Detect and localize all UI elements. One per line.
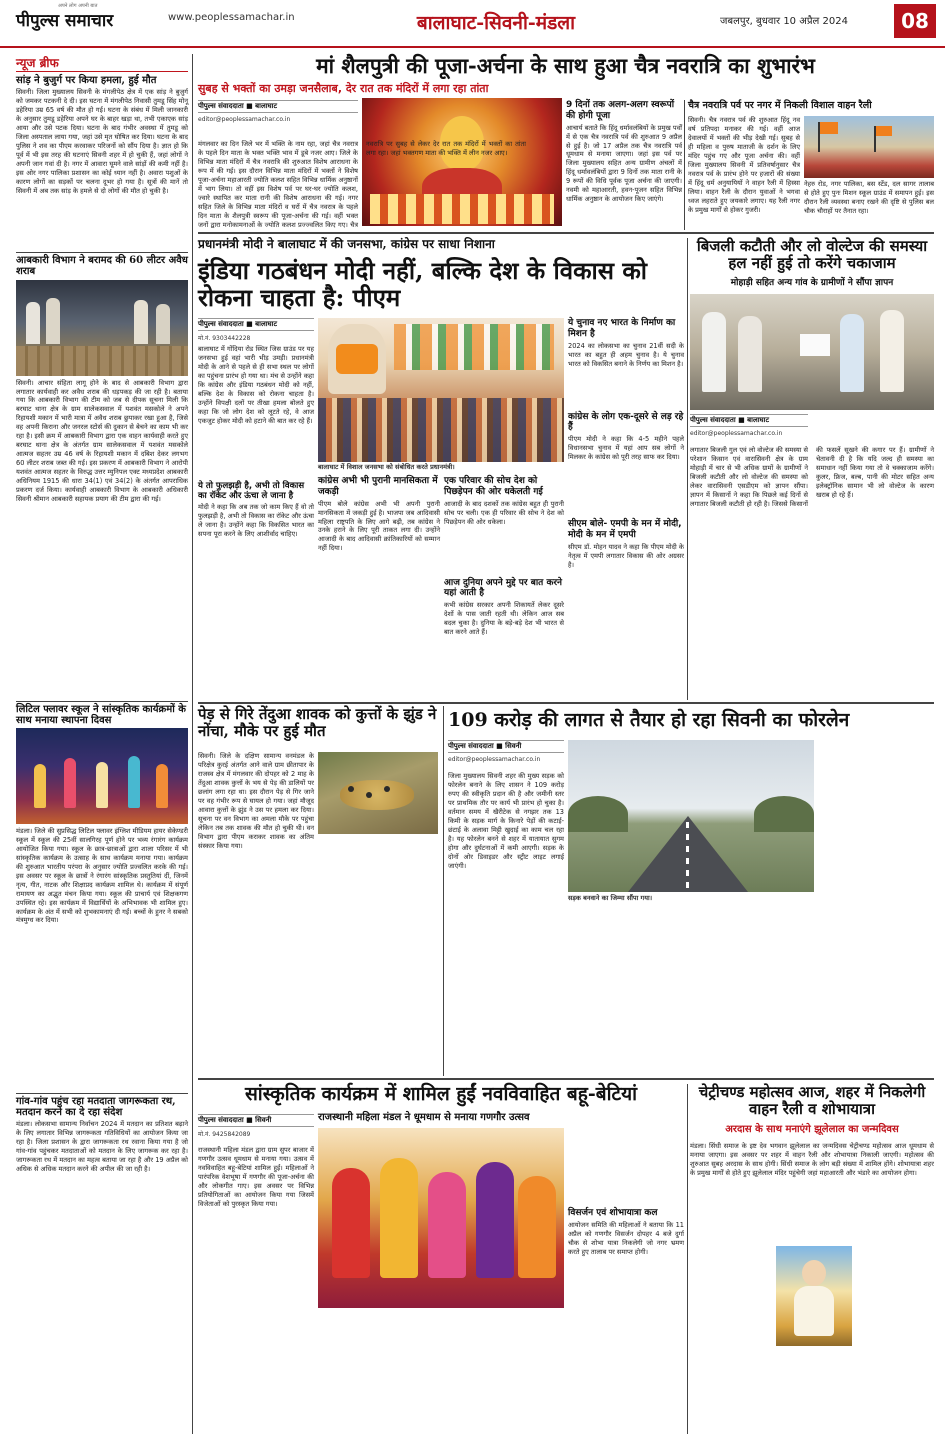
fourlane-photo-caption: सड़क बनवाने का जिम्मा सौंपा गया। (568, 894, 653, 902)
bijli-kicker: मोहाड़ी सहित अन्य गांव के ग्रामीणों ने सौंपा ज्ञापन (730, 278, 894, 288)
column-divider (443, 706, 444, 1076)
brand-logo: पीपुल्स समाचार (16, 11, 114, 31)
gangaur-kicker: राजस्थानी महिला मंडल ने धूमधाम से मनाया गणगौर उत्सव (318, 1112, 530, 1123)
modi-sub-5: ये चुनाव नए भारत के निर्माण का मिशन है (568, 318, 676, 339)
bijli-memorandum-photo (690, 294, 934, 410)
masthead (0, 0, 945, 48)
school-event-photo (16, 728, 188, 824)
site-url[interactable]: www.peoplessamachar.in (168, 12, 295, 23)
chetichand-kicker: अरदास के साथ मनाएंगे झूलेलाल का जन्मदिवस (725, 1124, 899, 1135)
modi-rally-photo (318, 318, 564, 462)
chetichand-body: मंडला। सिंधी समाज के इष्ट देव भगवान झूलेलाल का जन्मदिवस चेट्रीचण्ड महोत्सव आज धूमधाम से मनाया जाएगा। इस अवसर पर शहर में वाहन रैली और शोभायात्रा निकाली जाएगी। महोत्सव की शुरुआत सुबह अरदास के साथ होगी। सिंधी समाज के लोग बड़ी संख्या में शामिल होंगे। शोभायात्रा शहर के प्रमुख मार्गों से होते हुए झूलेलाल मंदिर पहुंचेगी जहां महाआरती और भंडारे का आयोजन होगा। (690, 1142, 934, 1177)
bijli-body: लगातार बिजली गुल एवं लो वोल्टेज की समस्या से परेशान किसान एवं वारासिवनी क्षेत्र के ग्राम मोहाड़ी में चार से भी अधिक ग्रामों के ग्रामीणों ने बिजली कटौती और लो वोल्टेज की समस्या को लेकर वारासिवनी एसडीएम को ज्ञापन सौंपा। ज्ञापन में किसानों ने कहा कि पिछले कई दिनों से लगातार बिजली कटौती हो रही है। जिससे किसानों की फसलें सूखने की कगार पर हैं। ग्रामीणों ने चेतावनी दी है कि यदि जल्द ही समस्या का समाधान नहीं किया गया तो वे चक्काजाम करेंगे। कुलर, फ्रिज, बल्ब, पानी की मोटर सहित अन्य इलेक्ट्रॉनिक सामान भी लो वोल्टेज के कारण खराब हो रहे हैं। (690, 446, 934, 508)
fourlane-headline: 109 करोड़ की लागत से तैयार हो रहा सिवनी का फोरलेन (448, 709, 850, 731)
fourlane-email[interactable]: editor@peoplessamachar.co.in (448, 756, 541, 763)
gangaur-byline: पीपुल्स संवाददाता ■ सिवनी (198, 1114, 314, 1127)
modi-body-3: पीएम बोले कांग्रेस अभी भी अपनी पुरानी मानसिकता में जकड़ी हुई है। भाजपा जब आदिवासी महिला राष्ट्रपति के लिए आगे बढ़ी, तब कांग्रेस ने उनके हराने के लिए पूरी ताकत लगा दी। उन्होंने आजादी के बाद आदिवासी क्रांतिकारियों को सम्मान नहीं दिया। (318, 499, 440, 553)
gangaur-body-2: आयोजन समिति की महिलाओं ने बताया कि 11 अप्रैल को गणगौर विसर्जन दोपहर 4 बजे दुर्गा चौक से शोभा यात्रा निकलेगी जो नगर भ्रमण करते हुए तालाब पर समाप्त होगी। (568, 1220, 684, 1256)
gangaur-mobile: मो.नं. 9425842089 (198, 1131, 251, 1138)
fourlane-body-continued (818, 740, 934, 1074)
rally-photo (804, 116, 934, 178)
brand-tagline: अपने लोग अपनी बात (58, 3, 98, 9)
modi-byline: पीपुल्स संवाददाता ■ बालाघाट (198, 318, 314, 331)
column-divider (687, 1084, 688, 1434)
modi-body-2: मोदी ने कहा कि अब तक जो काम किए हैं वो तो फुलझड़ी है, अभी तो विकास का रॉकेट और ऊंचा ले जाना है। उन्होंने कहा कि विकसित भारत का सपना पूरा करने के लिए आशीर्वाद चाहिए। (198, 503, 314, 539)
navratri-byline-block (198, 100, 358, 126)
fourlane-byline: पीपुल्स संवाददाता ■ सिवनी (448, 740, 564, 753)
navratri-kicker: सुबह से भक्तों का उमड़ा जनसैलाब, देर रात तक मंदिरों में लगा रहा तांता (198, 82, 489, 95)
brief-3-title: लिटिल फ्लावर स्कूल ने सांस्कृतिक कार्यक्रमों के साथ मनाया स्थापना दिवस (16, 701, 188, 726)
bijli-byline: पीपुल्स संवाददाता ■ बालाघाट (690, 414, 808, 427)
rally-body: सिवनी। चैत्र नवरात्र पर्व की शुरुआत हिंदू नव वर्ष प्रतिपदा मनाकर की गई। वहीं आज देवालयों में भक्तों की भीड़ देखी गई। सुबह से ही महिला व पुरुष माताजी के दर्शन के लिए मंदिर पहुंच गए और पूजा अर्चना की। वहीं जिला मुख्यालय सिवनी में प्रतिवर्षानुसार चैत्र नवरात्र पर्व के प्रारंभ होने पर हजारों की संख्या में हिंदू धर्म अनुयायियों ने वाहन रैली में हिस्सा लिया। वाहन रैली के दौरान युवाओं ने भगवा ध्वज लहराते हुए जयकारे लगाए। यह रैली नगर के प्रमुख मार्गों से होकर गुजरी। (688, 116, 800, 214)
brief-4-body: मंडला। लोकसभा सामान्य निर्वाचन 2024 में मतदान का प्रतिशत बढ़ाने के लिए लगातार विभिन्न जागरूकता गतिविधियों का आयोजन किया जा रहा है। जिला प्रशासन के द्वारा जागरूकता रथ रवाना किया गया है जो गांव-गांव पहुंचकर मतदाताओं को मतदान के लिए जागरूक कर रहा है। जागरूकता रथ में मतदान का महत्व बताया जा रहा है और 19 अप्रैल को अधिक से अधिक मतदान करने की अपील की जा रही है। (16, 1120, 188, 1174)
modi-kicker: प्रधानमंत्री मोदी ने बालाघाट में की जनसभा, कांग्रेस पर साधा निशाना (198, 237, 495, 251)
gangaur-col4 (568, 1128, 684, 1434)
excise-photo (16, 280, 188, 376)
column-divider (684, 100, 685, 230)
issue-date: जबलपुर, बुधवार 10 अप्रैल 2024 (720, 16, 848, 27)
leopard-headline: पेड़ से गिरे तेंदुआ शावक को कुत्तों के झुंड ने नोंचा, मौके पर हुई मौत (198, 705, 437, 740)
modi-sub-4: आज दुनिया अपने मुद्दे पर बात करने यहां आती है (444, 577, 563, 599)
section-divider (198, 1078, 934, 1080)
gangaur-headline: सांस्कृतिक कार्यक्रम में शामिल हुईं नवविवाहित बहू-बेटियां (244, 1083, 638, 1105)
modi-sub-7: सीएम बोले- एमपी के मन में मोदी, मोदी के मन में एमपी (568, 519, 682, 540)
rally-block (688, 100, 934, 228)
modi-col1 (198, 318, 314, 698)
bijli-headline: बिजली कटौती और लो वोल्टेज की समस्या हल नहीं हुई तो करेंगे चकाजाम (696, 237, 928, 272)
leopard-body: सिवनी। जिले के दक्षिण सामान्य वनमंडल के परिक्षेत्र कुरई अंतर्गत आने वाले ग्राम छीतापार के राजस्व क्षेत्र में मंगलवार की दोपहर को 2 माह के तेंदुआ शावक कुत्तों के भय से पेड़ की डालियों पर छलांग लगा रहा था। इस दौरान पेड़ से गिर जाने पर वह गंभीर रूप से घायल हो गया। जहां मौजूद आवारा कुत्तों के झुंड ने उस पर हमला कर दिया। सूचना पर वन विभाग का अमला मौके पर पहुंचा लेकिन तब तक शावक की मौत हो चुकी थी। वन विभाग द्वारा पीएम कराकर शावक का अंतिम संस्कार किया गया। (198, 752, 314, 850)
section-divider (198, 702, 934, 704)
navratri-box-title: 9 दिनों तक अलग-अलग स्वरूपों की होगी पूजा (566, 100, 675, 121)
navratri-headline: मां शैलपुत्री की पूजा-अर्चना के साथ हुआ चैत्र नवरात्रि का शुभारंभ (316, 53, 815, 78)
rally-title: चैत्र नवरात्रि पर्व पर नगर में निकली विशाल वाहन रैली (688, 100, 872, 111)
modi-body-8: सीएम डॉ. मोहन यादव ने कहा कि पीएम मोदी के नेतृत्व में एमपी लगातार विकास की ओर अग्रसर है। (568, 542, 684, 569)
modi-body-4: आजादी के बाद दशकों तक कांग्रेस बहुत ही पुरानी सोच पर चली। एक ही परिवार की सोच ने देश को पिछड़ेपन की ओर धकेला। (444, 499, 564, 526)
modi-photo-caption: बालाघाट में विशाल जनसभा को संबोधित करते प्रधानमंत्री। (318, 463, 455, 471)
gangaur-sub: विसर्जन एवं शोभायात्रा कल (568, 1208, 658, 1218)
gangaur-byline-block (198, 1114, 314, 1141)
navratri-side-box (566, 100, 682, 228)
navratri-deity-photo (362, 98, 562, 226)
modi-body-7: पीएम मोदी ने कहा कि 4-5 महीने पहले विधानसभा चुनाव में यहां आप सब लोगों ने मिलकर के कांग्रेस को पूरी तरह साफ कर दिया। (568, 435, 684, 462)
jhulelal-photo (776, 1246, 852, 1346)
modi-sub-3: एक परिवार की सोच देश को पिछड़ेपन की ओर धकेलती गई (444, 476, 543, 497)
brief-3-body: मंडला। जिले की सुप्रसिद्ध लिटिल फ्लावर इंग्लिश मीडियम हायर सेकेण्डरी स्कूल में स्कूल की 25वीं सालगिरह पूर्ण होने पर भव्य रंगारंग कार्यक्रम आयोजित किया गया। स्कूल के छात्र-छात्राओं द्वारा शाला परिसर में भी सांस्कृतिक कार्यक्रम के उत्साह के साथ कार्यक्रम मनाया गया। कार्यक्रम की शुरुआत भारतीय परंपरा के अनुसार ज्योति प्रज्वलित करके की गई। इस अवसर पर स्कूल के छात्रों ने रंगारंग सांस्कृतिक प्रस्तुतियां दीं, जिनमें नृत्य, गीत, नाटक और शिक्षाप्रद कार्यक्रम शामिल थे। कार्यक्रम में संपूर्ण रामायण का अद्भुत मंचन किया गया। स्कूल की प्राचार्य एवं शिक्षकगण उपस्थित रहे। इस कार्यक्रम में विद्यार्थियों के अभिभावक भी शामिल हुए। कार्यक्रम के अंत में सभी को शुभकामनाएं दी गईं। बच्चों के हुनर ने सबको मंत्रमुग्ध कर दिया। (16, 826, 188, 925)
chetichand-headline: चेट्रीचण्ड महोत्सव आज, शहर में निकलेगी वाहन रैली व शोभायात्रा (698, 1083, 926, 1118)
brief-4-title: गांव-गांव पहुंच रहा मतदाता जागरूकता रथ, मतदान करने का दे रहा संदेश (16, 1093, 188, 1118)
bijli-byline-block (690, 414, 808, 440)
modi-col2 (318, 474, 440, 698)
modi-body-5: कभी कांग्रेस सरकार अपनी शिकायतें लेकर दूसरे देशों के पास जाती रहती थी। लेकिन आज सब बदल चुका है। दुनिया के बड़े-बड़े देश भी भारत से बात करने आते हैं। (444, 601, 564, 637)
fourlane-road-photo (568, 740, 814, 892)
section-divider (198, 232, 934, 234)
modi-sub-6: कांग्रेस के लोग एक-दूसरे से लड़ रहे हैं (568, 411, 684, 433)
modi-body-6: 2024 का लोकसभा का चुनाव 21वीं सदी के भारत का बहुत ही अहम चुनाव है। ये चुनाव भारत को विकसित बनाने के निर्णय का मिशन है। (568, 341, 684, 368)
fourlane-byline-block (448, 740, 564, 766)
modi-col3 (444, 474, 564, 698)
modi-headline: इंडिया गठबंधन मोदी नहीं, बल्कि देश के विकास को रोकना चाहता है: पीएम (198, 256, 647, 312)
navratri-box-body: आचार्य बताते कि हिंदू धर्मावलंबियों के प्रमुख पर्वों में से एक चैत्र नवरात्रि पर्व की शुरुआत 9 अप्रैल से हुई है। जो 17 अप्रैल तक चैत्र नवरात्रि पर्व धूमधाम से मनाया जाएगा। जहां इस पर्व पर जिला मुख्यालय सहित अन्य ग्रामीण अंचलों में हिंदू धर्मावलंबियों द्वारा 9 दिनों तक माता रानी के 9 रूपों की विधि पूर्वक पूजा अर्चना की जाएगी। नवमी को महाआरती, हवन-पूजन सहित विभिन्न धार्मिक अनुष्ठान के आयोजन किए जाएंगे। (566, 123, 682, 204)
gangaur-photo (318, 1128, 564, 1308)
left-column (16, 54, 188, 1434)
brief-2-body: सिवनी। आचार संहिता लागू होने के बाद से आबकारी विभाग द्वारा लगातार कार्यवाही कर अवैध शराब की धड़पकड़ की जा रही है। बताया गया कि आबकारी विभाग की टीम को जब से दीपक सूचना मिली कि बरघाट थाना क्षेत्र के ग्राम सालेकसवाल में यशवंत मसकोले ने अपने रिहायशी मकान में भारी मात्रा में अवैध शराब छुपाकर रखा हुआ है, जिसे वह अपनी किराना और जनरल स्टोर्स की दुकान से बेचने का काम भी कर रहा है। इसी क्रम में आबकारी विभाग द्वारा एक वाहन कार्यवाही करते हुए बरघाट थाना क्षेत्र के अंतर्गत ग्राम सालेकसवाल में यशवंत मसकोले आत्मज सहतर उम्र 46 वर्ष के रिहायशी मकान में दबिश देकर लगभग 60 लीटर शराब जब्त की गई। इस प्रकरण में आबकारी विभाग ने आरोपी यशवंत आत्मज सहतर के विरुद्ध उत्तर म्युनिपल एक्ट मध्यप्रदेश आबकारी अधिनियम 1915 की धारा 34(1) एवं 34(2) के अंतर्गत आपराधिक प्रकरण दर्ज किया। कार्यवाही आबकारी विभाग के आबकारी अधिकारी सिवनी श्रीमान आबकारी सहायक प्रयाग की टीम द्वारा की गई। (16, 378, 188, 503)
modi-sub-2: कांग्रेस अभी भी पुरानी मानसिकता में जकड़ी (318, 476, 438, 497)
brief-1-title: सांड़ ने बुजुर्ग पर किया हमला, हुई मौत (16, 75, 157, 86)
navratri-byline: पीपुल्स संवाददाता ■ बालाघाट (198, 100, 358, 113)
brief-2-title: आबकारी विभाग ने बरामद की 60 लीटर अवैध शराब (16, 252, 188, 277)
modi-mobile: मो.नं. 9303442228 (198, 335, 251, 342)
navratri-email[interactable]: editor@peoplessamachar.co.in (198, 116, 291, 123)
leopard-body-continued (318, 838, 438, 1074)
fourlane-body: जिला मुख्यालय सिवनी शहर की मुख्य सड़क को फोरलेन बनाने के लिए शासन ने 109 करोड़ रुपए की स्वीकृति प्रदान की है और जमीनी स्तर पर प्राथमिक तौर पर कार्य भी प्रारंभ हो चुका है। वर्तमान समय में खैरीटेक से नगझर तक 13 किमी के सड़क मार्ग के किनारे पेड़ों की कटाई-छंटाई के अलावा मिट्टी खुदाई का काम चल रहा है। यह फोरलेन बनने से शहर में यातायात सुगम होगा और दुर्घटनाओं में कमी आएगी। सड़क के दोनों ओर डिवाइडर और स्ट्रीट लाइट लगाई जाएंगी। (448, 772, 564, 870)
modi-sub-1: ये तो फुलझड़ी है, अभी तो विकास का रॉकेट और ऊंचा ले जाना है (198, 481, 305, 502)
gangaur-body: राजस्थानी महिला मंडल द्वारा ग्राम सुपर बाजार में गणगौर उत्सव धूमधाम से मनाया गया। उत्सव में नवविवाहित बहू-बेटियां शामिल हुईं। महिलाओं ने पारंपरिक वेशभूषा में गणगौर की पूजा-अर्चना की और लोकगीत गाए। इस अवसर पर विभिन्न प्रतियोगिताओं का आयोजन किया गया जिसमें विजेताओं को पुरस्कृत किया गया। (198, 1146, 314, 1208)
modi-col4 (568, 318, 684, 698)
rally-caption: नेहरु रोड, नगर पालिका, बस स्टेंड, दल सागर तालाब से होते हुए पुनः मिशन स्कूल ग्राउंड में समापन हुई। इस दौरान रैली व्यवस्था बनाए रखने की दृष्टि से पुलिस बल चौक चौराहों पर तैनात रहा। (804, 180, 934, 215)
news-brief-label: न्यूज ब्रीफ (16, 54, 188, 72)
page-number: 08 (894, 4, 936, 38)
column-divider (192, 54, 193, 1434)
column-divider (687, 238, 688, 700)
edition-banner (372, 6, 620, 38)
gangaur-body-lower (318, 1312, 564, 1434)
navratri-body: मंगलवार का दिन जिले भर में भक्ति के नाम रहा, जहां चैत्र नवरात्र के पहले दिन माता के भक्त भक्ति भाव में डूबे नजर आए। जिले के विभिन्न माता मंदिरों में चैत्र नवरात्रि की शुरुआत विशेष आराधना के रूप में की गई। इस दौरान विभिन्न माता मंदिरों में भक्तों ने विशेष पूजा-अर्चना महाआरती ज्योति कलश सहित विभिन्न धार्मिक अनुष्ठानों में भाग लिया। तो वहीं इस विशेष पर्व पर घर-घर ज्योति कलश, ज्वारे स्थापित कर माता रानी की विशेष आराधना की गई। नगर सहित जिले के विभिन्न माता मंदिरों व घरों में चैत्र नवरात्र के पहले दिन माता के शैलपुत्री स्वरूप की पूजा-अर्चना की गई। वहीं भक्त जनों द्वारा मनोकामनाओं के ज्योति कलश प्रज्ज्वलित किए गए। चैत्र (198, 140, 358, 229)
modi-body-1: बालाघाट में गोंदिया रोड स्थित जिस ग्राउंड पर यह जनसभा हुई वहां भारी भीड़ उमड़ी। प्रधानमंत्री मोदी के आने से पहले से ही सभा स्थल पर लोगों का पहुंचना प्रारंभ हो गया था। मंच से उन्होंने कहा कि कांग्रेस और इंडिया गठबंधन मोदी को नहीं, बल्कि देश के विकास को रोकना चाहता है। उन्होंने विपक्षी दलों पर तीखा हमला बोलते हुए कहा कि जो लोग देश को लूटते रहे, वे आज एकजुट होकर मोदी को हटाने की बात कर रहे हैं। (198, 345, 314, 425)
leopard-cub-photo (318, 752, 438, 834)
edition-name: बालाघाट-सिवनी-मंडला (416, 12, 576, 34)
bijli-email[interactable]: editor@peoplessamachar.co.in (690, 430, 783, 437)
brief-1-body: सिवनी। जिला मुख्यालय सिवनी के मंगलीपेठ क्षेत्र में एक सांड़ ने बुजुर्ग को जमकर पटकनी दे दी। इस घटना में मंगलीपेठ निवासी तुमडू सिंह मोनू डहेरिया उम्र 65 वर्ष की मौत हो गई। घटना के संबंध में मिली जानकारी के अनुसार तुमडू डहेरिया अपने घर के बाहर खड़ा था, तभी एकाएक सांड़ आया और उसे पटक दिया। घटना के बाद गंभीर अवस्था में तुमडू को जिला अस्पताल लाया गया, जहां उसे मृत घोषित कर दिया। घटना के बाद पुलिस ने शव का पीएम करवाकर परिजनों को सौंप दिया है। ज्ञात हो कि पूर्व में भी इस तरह की घटनाएं सिवनी शहर में हो चुकी हैं, जहां लोगों ने अपनी जान गवां दी है। नगर में आवारा घूमने वाले सांड़ों की कमी नहीं है। इस ओर नगर पालिका प्रशासन का कोई ध्यान नहीं है। अवारा पशुओं के कारण लोगों का सड़कों पर चलना दूभर हो गया है। सूत्रों की मानें तो सिवनी में अब तक सांड़ के हमले से दो लोगों की मौत हो चुकी है। (16, 88, 188, 195)
